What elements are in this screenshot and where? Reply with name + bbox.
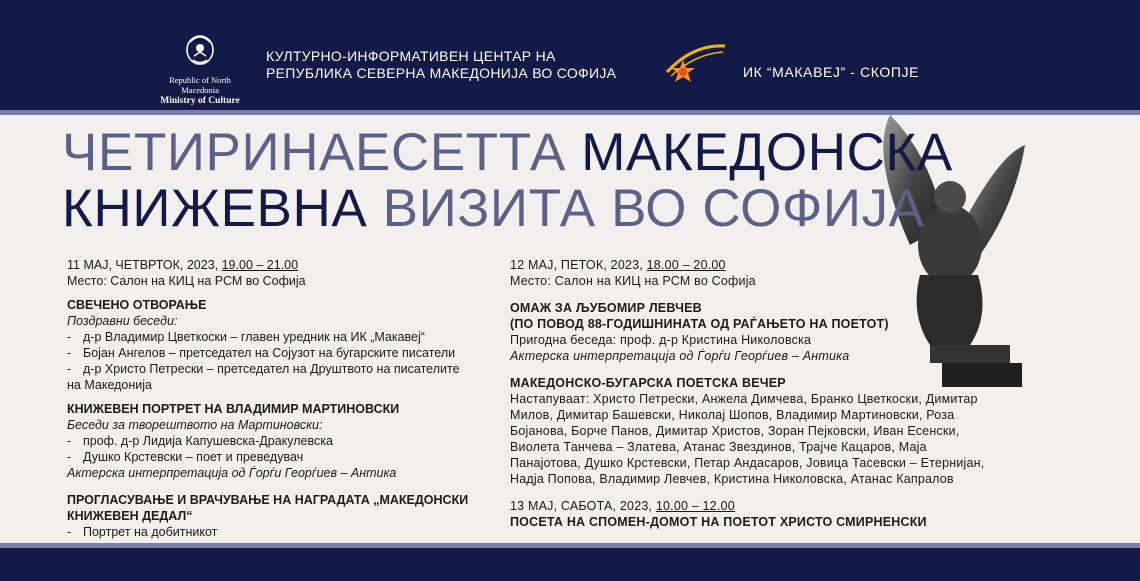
day1-column (67, 257, 507, 540)
list-item: - д-р Владимир Цветкоски – главен уредник на ИК „Макавеј“ (67, 329, 507, 345)
day1-section2-note: Актерска интерпретација од Ѓорѓи Георѓиев – Антика (67, 466, 397, 480)
day2-section1-heading-line-2: (ПО ПОВОД 88-ГОДИШНИНАТА ОД РАЃАЊЕТО НА ПОЕТОТ) (510, 317, 889, 331)
center-name-line-1: КУЛТУРНО-ИНФОРМАТИВЕН ЦЕНТАР НА (266, 48, 556, 64)
day2-date: 12 МАЈ, ПЕТОК, 2023, (510, 258, 643, 272)
title-word-fourteenth: ЧЕТИРИНАЕСЕТТА (62, 123, 566, 182)
day1-section3-heading-line-1: ПРОГЛАСУВАЊЕ И ВРАЧУВАЊЕ НА НАГРАДАТА „МАКЕДОНСКИ (67, 493, 469, 507)
day1-section1-heading: СВЕЧЕНО ОТВОРАЊЕ (67, 298, 207, 312)
content-panel (0, 115, 1140, 543)
center-name (266, 48, 616, 82)
ministry-country: Republic of North Macedonia (169, 75, 231, 95)
day3-date: 13 МАЈ, САБОТА, 2023, (510, 499, 653, 513)
ministry-name: Ministry of Culture (160, 96, 240, 106)
day1-section1-subheading: Поздравни беседи: (67, 314, 178, 328)
title-line-1 (62, 125, 953, 181)
day2-performers-line: Виолета Танчева – Златева, Атанас Звездинов, Трајче Кацаров, Маја (510, 440, 927, 454)
list-item: - Бојан Ангелов – претседател на Сојузот на бугарските писатели (67, 345, 507, 361)
center-name-line-2: РЕПУБЛИКА СЕВЕРНА МАКЕДОНИЈА ВО СОФИЈА (266, 65, 617, 81)
header-bar (0, 0, 1140, 110)
day1-section3-heading-line-2: КНИЖЕВЕН ДЕДАЛ“ (67, 509, 193, 523)
day3-time: 10.00 – 12.00 (655, 499, 735, 513)
day2-column (510, 257, 1070, 530)
day2-section1-note: Актерска интерпретација од Ѓорѓи Георѓиев – Антика (510, 349, 850, 363)
footer-bar (0, 548, 1140, 581)
day2-section1-speech: Пригодна беседа: проф. д-р Кристина Николовска (510, 333, 812, 347)
day2-section1-heading-line-1: ОМАЖ ЗА ЉУБОМИР ЛЕВЧЕВ (510, 301, 702, 315)
day2-performers-line: Настапуваат: Христо Петрески, Анжела Димчева, Бранко Цветкоски, Димитар (510, 392, 978, 406)
day2-performers-line: Милов, Димитар Башевски, Николај Шопов, Владимир Мартиновски, Роза (510, 408, 955, 422)
list-item: - проф. д-р Лидија Капушевска-Дракулевска (67, 433, 507, 449)
sun-logo-icon (663, 42, 727, 90)
day1-section2-heading: КНИЖЕВЕН ПОРТРЕТ НА ВЛАДИМИР МАРТИНОВСКИ (67, 402, 400, 416)
day1-date-line (67, 257, 507, 273)
list-item: - Душко Крстевски – поет и преведувач (67, 449, 507, 465)
day2-performers-line: Надја Попова, Владимир Левчев, Кристина Николовска, Атанас Капралов (510, 472, 954, 486)
title-word-visit-sofia: ВИЗИТА ВО СОФИЈА (382, 179, 925, 238)
day2-performers-line: Бојанова, Борче Панов, Димитар Христов, Зоран Пејковски, Иван Есенски, (510, 424, 960, 438)
day1-time: 19.00 – 21.00 (221, 258, 299, 272)
day1-section1-continuation: на Македонија (67, 378, 152, 392)
list-item: - Портрет на добитникот (67, 524, 507, 540)
day3-date-line (510, 498, 1070, 514)
day1-section2-subheading: Беседи за творештвото на Мартиновски: (67, 418, 323, 432)
title-word-macedonian: МАКЕДОНСКА (581, 123, 953, 182)
ministry-logo (150, 30, 250, 107)
day3-heading: ПОСЕТА НА СПОМЕН-ДОМОТ НА ПОЕТОТ ХРИСТО СМИРНЕНСКИ (510, 515, 927, 529)
coat-of-arms-icon (182, 30, 218, 66)
event-title (62, 125, 953, 237)
day2-date-line (510, 257, 1070, 273)
title-line-2 (62, 181, 953, 237)
day2-venue: Место: Салон на КИЦ на РСМ во Софија (510, 274, 756, 288)
publisher-name: ИК “МАКАВЕЈ” - СКОПЈЕ (743, 64, 920, 80)
day1-venue: Место: Салон на КИЦ на РСМ во Софија (67, 274, 306, 288)
list-item: - д-р Христо Петрески – претседател на Друштвото на писателите (67, 361, 507, 377)
day2-time: 18.00 – 20.00 (646, 258, 726, 272)
day2-performers-line: Панајотова, Душко Крстевски, Петар Андасаров, Јовица Тасевски – Етернијан, (510, 456, 985, 470)
title-word-literary: КНИЖЕВНА (62, 179, 368, 238)
day2-section2-heading: МАКЕДОНСКО-БУГАРСКА ПОЕТСКА ВЕЧЕР (510, 376, 786, 390)
day1-date: 11 МАЈ, ЧЕТВРТОК, 2023, (67, 258, 219, 272)
